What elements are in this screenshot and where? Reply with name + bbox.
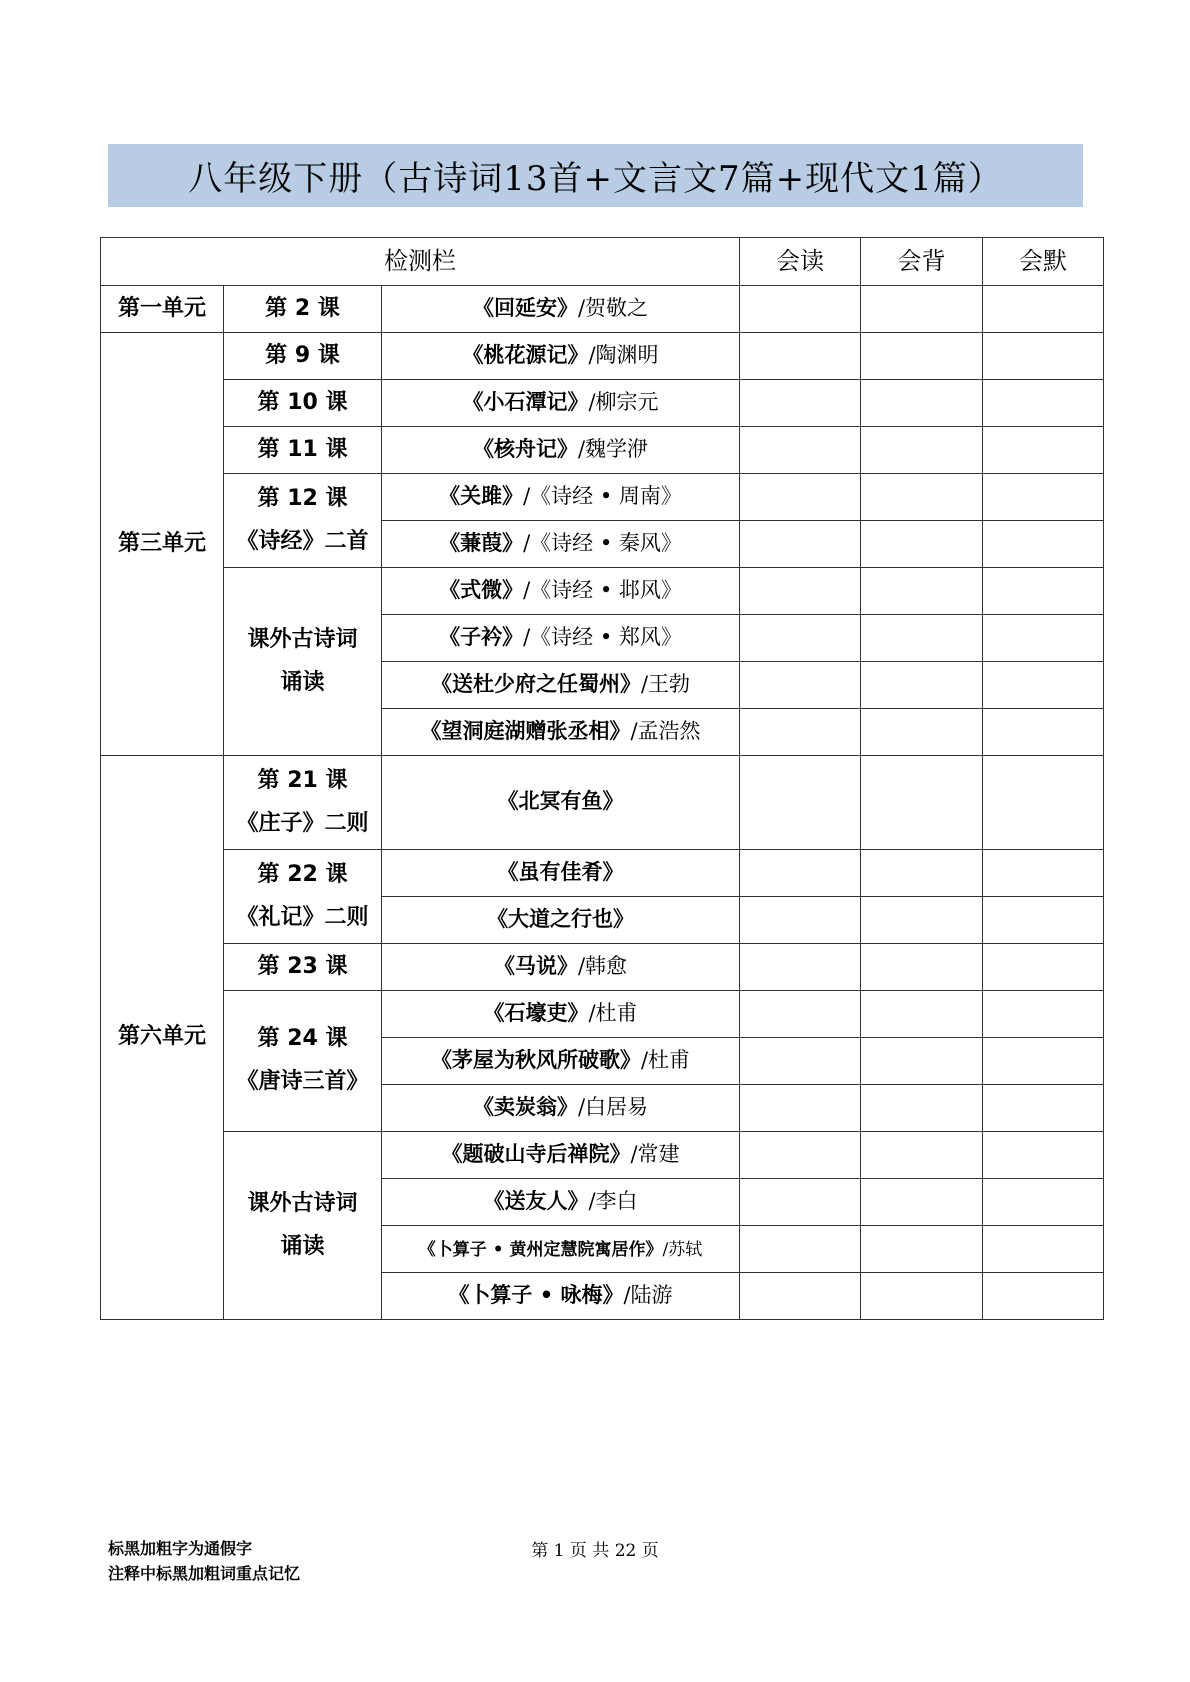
recite-check-cell[interactable] <box>861 474 983 521</box>
read-check-cell[interactable] <box>740 1226 861 1273</box>
table-row <box>101 850 1104 897</box>
dictate-check-cell[interactable] <box>983 521 1104 568</box>
table-row <box>101 474 1104 521</box>
dictate-check-cell[interactable] <box>983 756 1104 850</box>
lesson-name: 诵读 <box>280 1233 325 1259</box>
recite-check-cell[interactable] <box>861 568 983 615</box>
table-row <box>101 991 1104 1038</box>
header-check: 检测栏 <box>101 238 740 286</box>
work-title: 《小石潭记》 <box>462 389 589 414</box>
dictate-check-cell[interactable] <box>983 1038 1104 1085</box>
recite-check-cell[interactable] <box>861 850 983 897</box>
footer-note-2: 注释中标黑加粗词重点记忆 <box>108 1564 301 1583</box>
unit-label: 第三单元 <box>101 333 224 756</box>
work-author: /杜甫 <box>588 1000 638 1025</box>
lesson-name: 《庄子》二则 <box>236 810 369 836</box>
work-author: /柳宗元 <box>588 389 659 414</box>
table-row <box>101 380 1104 427</box>
recite-check-cell[interactable] <box>861 897 983 944</box>
work-cell <box>382 897 740 944</box>
work-author: /常建 <box>630 1141 680 1166</box>
read-check-cell[interactable] <box>740 1179 861 1226</box>
recite-check-cell[interactable] <box>861 1273 983 1320</box>
work-cell <box>382 709 740 756</box>
table-row <box>101 568 1104 615</box>
read-check-cell[interactable] <box>740 756 861 850</box>
lesson-number: 第 22 课 <box>257 861 348 887</box>
work-title: 《卜算子 • 咏梅》 <box>448 1282 624 1307</box>
dictate-check-cell[interactable] <box>983 1132 1104 1179</box>
lesson-name: 课外古诗词 <box>247 626 358 652</box>
work-cell <box>382 1038 740 1085</box>
dictate-check-cell[interactable] <box>983 380 1104 427</box>
work-author: /孟浩然 <box>630 718 701 743</box>
work-title: 《式微》 <box>439 577 524 602</box>
work-author: /《诗经 • 周南》 <box>523 483 682 508</box>
lesson-number: 第 21 课 <box>257 767 348 793</box>
dictate-check-cell[interactable] <box>983 1226 1104 1273</box>
work-cell <box>382 756 740 850</box>
work-cell <box>382 944 740 991</box>
work-cell <box>382 474 740 521</box>
read-check-cell[interactable] <box>740 709 861 756</box>
work-cell <box>382 286 740 333</box>
work-title: 《茅屋为秋风所破歌》 <box>430 1047 641 1072</box>
lesson-label: 第 9 课 <box>224 333 382 380</box>
read-check-cell[interactable] <box>740 991 861 1038</box>
work-author: /苏轼 <box>662 1239 703 1260</box>
dictate-check-cell[interactable] <box>983 474 1104 521</box>
recite-check-cell[interactable] <box>861 427 983 474</box>
lesson-label: 第 2 课 <box>224 286 382 333</box>
table-row <box>101 1132 1104 1179</box>
work-cell <box>382 427 740 474</box>
lesson-label: 第 10 课 <box>224 380 382 427</box>
work-cell <box>382 662 740 709</box>
work-author: /魏学洢 <box>577 436 649 461</box>
work-title: 《虽有佳肴》 <box>497 859 624 884</box>
work-title: 《北冥有鱼》 <box>497 789 624 814</box>
dictate-check-cell[interactable] <box>983 568 1104 615</box>
work-title: 《题破山寺后禅院》 <box>441 1141 631 1166</box>
work-title: 《石壕吏》 <box>483 1000 589 1025</box>
header-dictate: 会默 <box>983 238 1104 286</box>
table-row <box>101 286 1104 333</box>
lesson-label <box>224 756 382 850</box>
recite-check-cell[interactable] <box>861 1085 983 1132</box>
dictate-check-cell[interactable] <box>983 286 1104 333</box>
work-cell <box>382 615 740 662</box>
recite-check-cell[interactable] <box>861 944 983 991</box>
lesson-name: 课外古诗词 <box>247 1190 358 1216</box>
read-check-cell[interactable] <box>740 1038 861 1085</box>
work-title: 《桃花源记》 <box>462 342 589 367</box>
work-cell <box>382 1226 740 1273</box>
lesson-name: 《礼记》二则 <box>236 904 369 930</box>
read-check-cell[interactable] <box>740 568 861 615</box>
work-title: 《送友人》 <box>483 1188 589 1213</box>
dictate-check-cell[interactable] <box>983 427 1104 474</box>
work-author: /贺敬之 <box>577 295 649 320</box>
work-title: 《大道之行也》 <box>487 906 634 931</box>
recite-check-cell[interactable] <box>861 991 983 1038</box>
table-row <box>101 427 1104 474</box>
unit-label: 第一单元 <box>101 286 224 333</box>
work-author: /陶渊明 <box>588 342 659 367</box>
recite-check-cell[interactable] <box>861 1132 983 1179</box>
read-check-cell[interactable] <box>740 1085 861 1132</box>
dictate-check-cell[interactable] <box>983 1085 1104 1132</box>
read-check-cell[interactable] <box>740 1132 861 1179</box>
table-header-row <box>101 238 1104 286</box>
work-title: 《蒹葭》 <box>439 530 524 555</box>
lesson-label: 第 11 课 <box>224 427 382 474</box>
recite-check-cell[interactable] <box>861 521 983 568</box>
work-cell <box>382 991 740 1038</box>
table-row <box>101 944 1104 991</box>
work-author: /《诗经 • 邶风》 <box>523 577 682 602</box>
work-author: /《诗经 • 郑风》 <box>523 624 682 649</box>
recite-check-cell[interactable] <box>861 1179 983 1226</box>
work-title: 《马说》 <box>493 953 578 978</box>
recite-check-cell[interactable] <box>861 380 983 427</box>
lesson-label <box>224 1132 382 1320</box>
dictate-check-cell[interactable] <box>983 897 1104 944</box>
dictate-check-cell[interactable] <box>983 709 1104 756</box>
work-cell <box>382 1179 740 1226</box>
work-author: /李白 <box>588 1188 638 1213</box>
dictate-check-cell[interactable] <box>983 1273 1104 1320</box>
work-cell <box>382 1132 740 1179</box>
dictate-check-cell[interactable] <box>983 1179 1104 1226</box>
recite-check-cell[interactable] <box>861 756 983 850</box>
work-cell <box>382 1273 740 1320</box>
work-author: /白居易 <box>577 1094 649 1119</box>
lesson-label: 第 23 课 <box>224 944 382 991</box>
footer-note-1: 标黑加粗字为通假字 <box>108 1539 253 1558</box>
lesson-label <box>224 474 382 568</box>
work-title: 《核舟记》 <box>472 436 578 461</box>
read-check-cell[interactable] <box>740 897 861 944</box>
read-check-cell[interactable] <box>740 521 861 568</box>
read-check-cell[interactable] <box>740 850 861 897</box>
dictate-check-cell[interactable] <box>983 662 1104 709</box>
work-author: /杜甫 <box>640 1047 691 1072</box>
read-check-cell[interactable] <box>740 944 861 991</box>
recite-check-cell[interactable] <box>861 662 983 709</box>
recite-check-cell[interactable] <box>861 286 983 333</box>
lesson-label <box>224 991 382 1132</box>
table-row <box>101 333 1104 380</box>
dictate-check-cell[interactable] <box>983 991 1104 1038</box>
unit-label: 第六单元 <box>101 756 224 1320</box>
recite-check-cell[interactable] <box>861 1226 983 1273</box>
read-check-cell[interactable] <box>740 474 861 521</box>
lesson-label <box>224 850 382 944</box>
lesson-number: 第 24 课 <box>257 1026 348 1052</box>
work-author: /陆游 <box>623 1282 673 1307</box>
lesson-name: 诵读 <box>280 669 325 695</box>
work-title: 《望洞庭湖赠张丞相》 <box>420 718 631 743</box>
page-number: 第 1 页 共 22 页 <box>531 1541 659 1561</box>
lesson-number: 第 12 课 <box>257 485 348 511</box>
work-title: 《子衿》 <box>439 624 524 649</box>
work-title: 《送杜少府之任蜀州》 <box>430 671 641 696</box>
read-check-cell[interactable] <box>740 333 861 380</box>
work-cell <box>382 380 740 427</box>
work-title: 《卖炭翁》 <box>472 1094 578 1119</box>
dictate-check-cell[interactable] <box>983 333 1104 380</box>
recitation-checklist-table <box>100 237 1104 1320</box>
recite-check-cell[interactable] <box>861 709 983 756</box>
header-read: 会读 <box>740 238 861 286</box>
work-cell <box>382 568 740 615</box>
lesson-label <box>224 568 382 756</box>
lesson-name: 《唐诗三首》 <box>236 1069 369 1094</box>
read-check-cell[interactable] <box>740 1273 861 1320</box>
lesson-name: 《诗经》二首 <box>236 528 369 554</box>
read-check-cell[interactable] <box>740 662 861 709</box>
read-check-cell[interactable] <box>740 286 861 333</box>
work-cell <box>382 521 740 568</box>
work-cell <box>382 333 740 380</box>
work-author: /王勃 <box>640 671 691 696</box>
read-check-cell[interactable] <box>740 380 861 427</box>
work-cell <box>382 850 740 897</box>
work-cell <box>382 1085 740 1132</box>
work-title: 《关雎》 <box>439 483 524 508</box>
recite-check-cell[interactable] <box>861 1038 983 1085</box>
read-check-cell[interactable] <box>740 427 861 474</box>
work-title: 《卜算子 • 黄州定慧院寓居作》 <box>418 1239 663 1260</box>
page-title: 八年级下册（古诗词13首+文言文7篇+现代文1篇） <box>108 144 1083 207</box>
work-title: 《回延安》 <box>472 295 578 320</box>
dictate-check-cell[interactable] <box>983 850 1104 897</box>
dictate-check-cell[interactable] <box>983 944 1104 991</box>
read-check-cell[interactable] <box>740 615 861 662</box>
work-author: /韩愈 <box>577 953 628 978</box>
header-recite: 会背 <box>861 238 983 286</box>
dictate-check-cell[interactable] <box>983 615 1104 662</box>
recite-check-cell[interactable] <box>861 333 983 380</box>
recite-check-cell[interactable] <box>861 615 983 662</box>
table-row <box>101 756 1104 850</box>
work-author: /《诗经 • 秦风》 <box>523 530 682 555</box>
